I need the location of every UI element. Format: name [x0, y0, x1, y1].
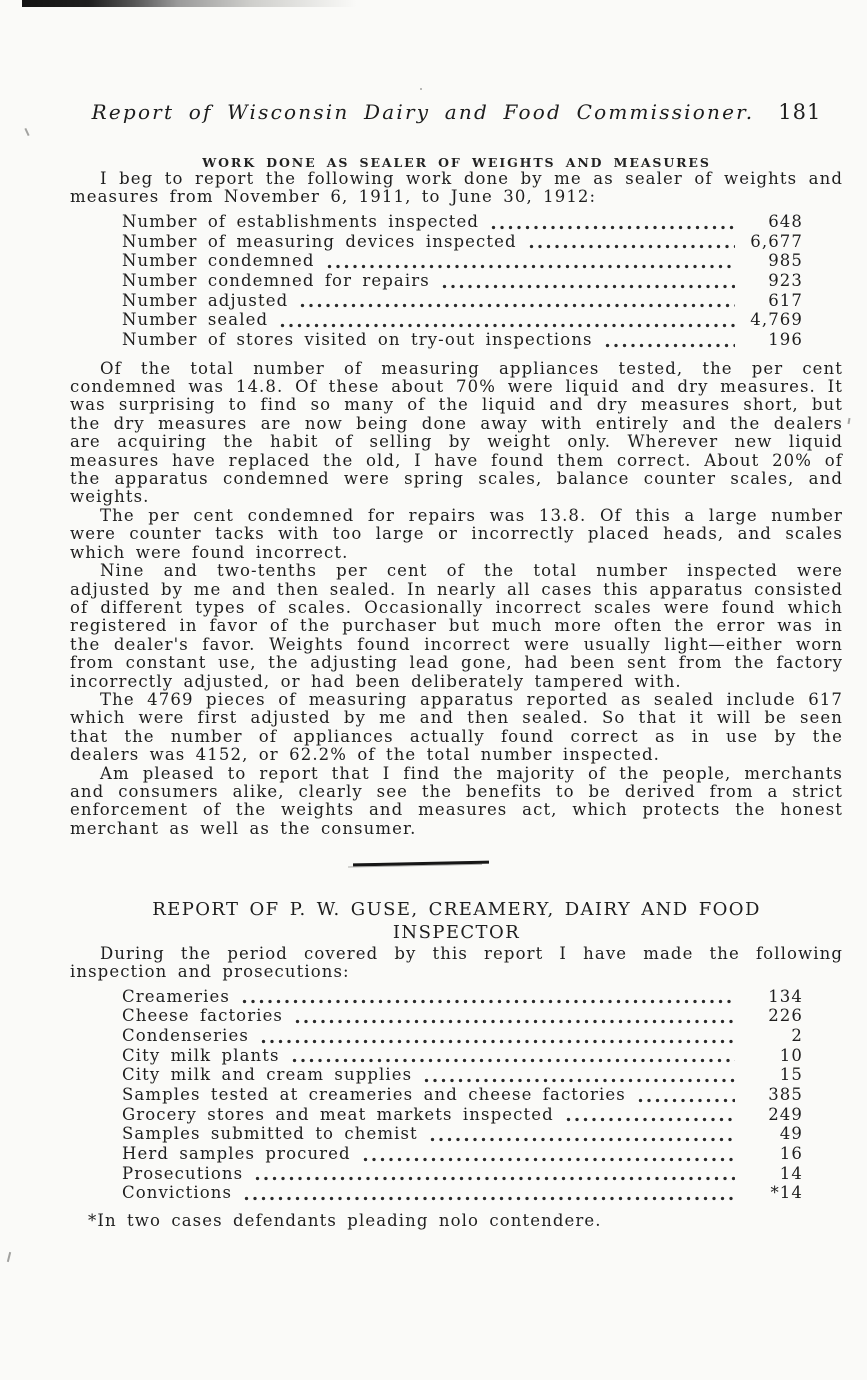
stat-row: [70, 311, 843, 331]
dot-leader: [280, 323, 735, 328]
scan-speck: [847, 418, 850, 424]
body-paragraph: Of the total number of measuring appliances tested, the per cent condemned was 14.8. Of these about 70% were liquid and dry measures. It was surprising to find so many of the liquid and dry measures short, but the dry measures are now being done away with entirely and the dealers are acquiring the habit of selling by weight only. Wherever new liquid measures have replaced the old, I have found them correct. About 20% of the apparatus condemned were spring scales, balance counter scales, and weights.: [70, 358, 843, 507]
stat-value: 16: [779, 1144, 803, 1164]
section2-intro-paragraph: During the period covered by this report I have made the following inspection and prosecutions:: [70, 943, 843, 982]
stat-label: Number condemned: [122, 251, 315, 271]
stat-value: 14: [779, 1163, 803, 1183]
dot-leader: [261, 1039, 735, 1044]
stat-row: [70, 213, 843, 233]
stat-value: 648: [768, 211, 803, 231]
scan-speck: [420, 88, 422, 90]
stat-label: Number condemned for repairs: [122, 270, 430, 290]
header-page-number: 181: [778, 100, 822, 124]
dot-leader: [424, 1078, 735, 1083]
dot-leader: [300, 303, 735, 308]
section2-heading-line1: REPORT OF P. W. GUSE, CREAMERY, DAIRY AND FOOD: [152, 898, 761, 920]
dot-leader: [566, 1117, 735, 1122]
stat-value: 226: [768, 1006, 803, 1026]
stat-label: Samples submitted to chemist: [122, 1124, 418, 1144]
section2-heading: [70, 898, 843, 945]
section1-body: [70, 360, 843, 839]
stat-row: [70, 331, 843, 351]
dot-leader: [529, 244, 735, 249]
stat-value: 134: [768, 986, 803, 1006]
stat-value: 4,769: [750, 310, 803, 330]
stat-label: Number of stores visited on try-out inspections: [122, 329, 593, 349]
stat-row: [70, 292, 843, 312]
running-header: [70, 100, 843, 124]
stat-value: 985: [768, 251, 803, 271]
stat-row: [70, 1047, 843, 1067]
stat-row: [70, 1027, 843, 1047]
stat-label: Cheese factories: [122, 1006, 284, 1026]
dot-leader: [295, 1019, 735, 1024]
dot-leader: [363, 1157, 735, 1162]
body-paragraph: The per cent condemned for repairs was 13.8. Of this a large number were counter tacks with too large or incorrectly placed heads, and scales which were found incorrect.: [70, 505, 843, 562]
stat-row: [70, 988, 843, 1008]
scan-speck: [24, 128, 29, 136]
section-divider: [352, 861, 488, 866]
stat-row: [70, 1165, 843, 1185]
body-paragraph: The 4769 pieces of measuring apparatus reported as sealed include 617 which were first adjusted by me and then sealed. So that it will be seen that the number of appliances actually found correct as in use by the dealers was 4152, or 62.2% of the total number inspected.: [70, 689, 843, 765]
stat-value: *14: [770, 1183, 803, 1203]
stat-row: [70, 1106, 843, 1126]
stat-row: [70, 233, 843, 253]
dot-leader: [292, 1058, 735, 1063]
dot-leader: [430, 1137, 735, 1142]
dot-leader: [255, 1176, 735, 1181]
stat-value: 249: [768, 1104, 803, 1124]
stat-label: Creameries: [122, 986, 230, 1006]
stat-row: [70, 1007, 843, 1027]
dot-leader: [442, 284, 735, 289]
dot-leader: [605, 343, 735, 348]
stat-row: [70, 1125, 843, 1145]
header-title: Report of Wisconsin Dairy and Food Commissioner.: [91, 100, 755, 124]
body-paragraph: Nine and two-tenths per cent of the total number inspected were adjusted by me and then sealed. In nearly all cases this apparatus consisted of different types of scales. Occasionally incorrect scales were found which registered in favor of the purchaser but much more often the error was in the dealer's favor. Weights found incorrect were usually light—either worn from constant use, the adjusting lead gone, had been sent from the factory incorrectly adjusted, or had been deliberately tampered with.: [70, 561, 843, 691]
dot-leader: [491, 225, 735, 230]
stat-value: 49: [779, 1124, 803, 1144]
scan-speck: [7, 1252, 11, 1262]
stat-label: Number of measuring devices inspected: [122, 231, 517, 251]
stat-row: [70, 1184, 843, 1204]
stat-value: 15: [779, 1065, 803, 1085]
stat-label: Number adjusted: [122, 290, 289, 310]
stat-row: [70, 1145, 843, 1165]
stat-label: Samples tested at creameries and cheese factories: [122, 1085, 626, 1105]
stat-row: [70, 252, 843, 272]
stat-label: Number sealed: [122, 310, 269, 330]
stat-value: 385: [768, 1085, 803, 1105]
section2-stats-list: [70, 988, 843, 1205]
dot-leader: [242, 999, 735, 1004]
stat-value: 10: [779, 1045, 803, 1065]
stat-label: City milk plants: [122, 1045, 280, 1065]
stat-value: 2: [791, 1025, 803, 1045]
stat-label: Number of establishments inspected: [122, 211, 480, 231]
stat-label: City milk and cream supplies: [122, 1065, 413, 1085]
stat-row: [70, 1066, 843, 1086]
stat-row: [70, 272, 843, 292]
scan-artifact-bar: [22, 0, 394, 7]
section1-intro-paragraph: I beg to report the following work done by me as sealer of weights and measures from November 6, 1911, to June 30, 1912:: [70, 169, 843, 207]
dot-leader: [244, 1196, 735, 1201]
stat-label: Prosecutions: [122, 1163, 244, 1183]
stat-value: 923: [768, 270, 803, 290]
stat-value: 196: [768, 329, 803, 349]
stat-label: Herd samples procured: [122, 1144, 351, 1164]
section1-stats-list: [70, 213, 843, 351]
stat-value: 6,677: [750, 231, 803, 251]
stat-row: [70, 1086, 843, 1106]
dot-leader: [327, 264, 736, 269]
stat-label: Grocery stores and meat markets inspected: [122, 1104, 554, 1124]
section2-heading-line2: INSPECTOR: [392, 922, 521, 944]
stat-label: Condenseries: [122, 1025, 249, 1045]
footnote: *In two cases defendants pleading nolo contendere.: [88, 1211, 602, 1231]
stat-value: 617: [768, 290, 803, 310]
body-paragraph: Am pleased to report that I find the majority of the people, merchants and consumers alike, clearly see the benefits to be derived from a strict enforcement of the weights and measures act, which protects the honest merchant as well as the consumer.: [70, 763, 843, 838]
dot-leader: [638, 1098, 735, 1103]
stat-label: Convictions: [122, 1183, 233, 1203]
section1-heading: WORK DONE AS SEALER OF WEIGHTS AND MEASURES: [202, 155, 711, 170]
